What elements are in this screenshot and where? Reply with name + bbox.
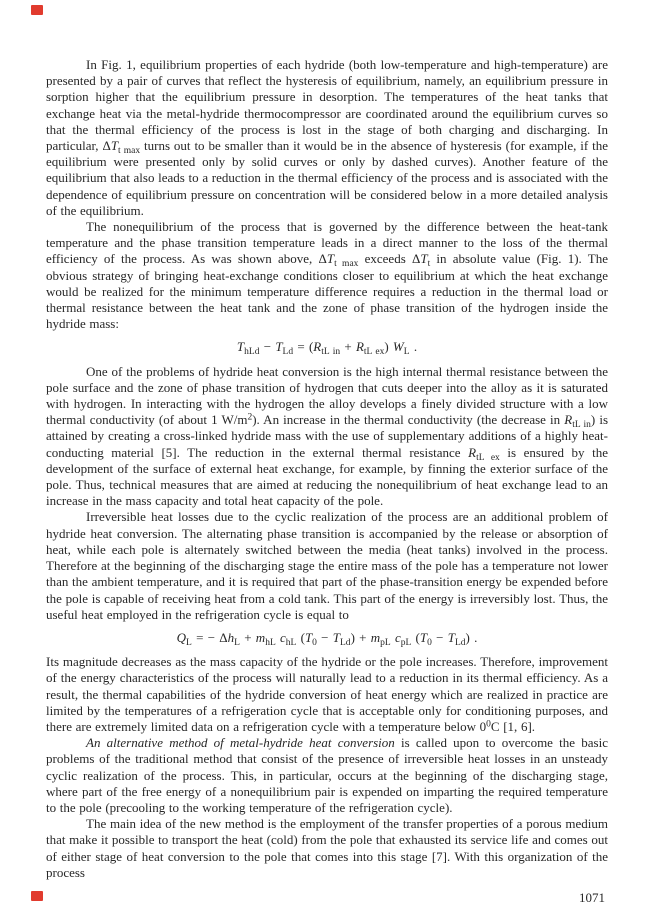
paragraph-intro-fig1: In Fig. 1, equilibrium properties of each hydride (both low-temperature and high-temperature) are presented by a pair of curves that reflect the hysteresis of equilibrium, namely, an equilibrium pressure in sorption higher that the equilibrium pressure in desorption. The temperatures of the heat tanks that exchange heat via the metal-hydride thermocompressor are coordinated around the equilibrium curves so that the thermal efficiency of the process is lost in the stage of both charging and discharging. In particular, $\Delta T_{t max}$ turns out to be smaller than it would be in the absence of hysteresis (for example, if the equilibrium were presented only by solid curves or only by dashed curves). Another feature of the equilibrium that also leads to a reduction in the thermal efficiency of the process and is associated with the dependence of equilibrium pressure on concentration will be considered below in a more detailed analysis of the equilibrium. bbox=[46, 57, 608, 218]
paragraph-alternative-method: An alternative method of metal-hydride heat conversion is called upon to overcome the basic problems of the traditional method that consist of the presence of irreversible heat losses in an unsteady cyclic realization of the process. This, in particular, occurs at the beginning of the discharging stage, where part of the free energy of a nonequilibrium pair is expended on imparting the required temperature to the pole (precooling to the working temperature of the refrigeration cycle). bbox=[46, 735, 608, 815]
paragraph-magnitude: Its magnitude decreases as the mass capacity of the hydride or the pole increases. Therefore, improvement of the energy characteristics of the process will naturally lead to a reduction in its thermal efficiency. As a result, the thermal capabilities of the hydride conversion of heat energy which are realized in practice are limited by the temperatures of a refrigeration cycle that is acceptable only for conditioning purposes, and there are extremely limited data on a refrigeration cycle with a temperature below $0^0C$ [1, 6]. bbox=[46, 654, 608, 734]
corner-marker-bottom bbox=[31, 891, 43, 901]
equation-useful-heat: $Q_L$ = − $\Delta h_L + m_{hL}$ $c_{hL}$ $(T_0 - T_{Ld}) + m_{pL}$ $c_{pL}$ $(T_0 - T_{Ld})$ . bbox=[176, 629, 478, 648]
corner-marker-top bbox=[31, 5, 43, 15]
paragraph-internal-resistance: One of the problems of hydride heat conversion is the high internal thermal resistance between the pole surface and the zone of phase transition of hydrogen that cuts deeper into the alloy as it is saturated with hydrogen. In interacting with the hydrogen the alloy develops a finely divided structure with a low thermal conductivity (of about 1 $W/m^2$). An increase in the thermal conductivity (the decrease in $R_{tL in}$) is attained by creating a cross-linked hydride mass with the use of supplementary additions of a highly heat-conducting material [5]. The reduction in the external thermal resistance $R_{tL ex}$ is ensured by the development of the surface of external heat exchange, for example, by finning the exterior surface of the pole. Thus, technical measures that are aimed at reducing the nonequilibrium of heat exchange lead to an increase in the mass capacity and total heat capacity of the pole. bbox=[46, 363, 609, 509]
document-body bbox=[46, 57, 608, 906]
page-number: 1071 bbox=[579, 889, 605, 905]
paragraph-irreversible-losses: Irreversible heat losses due to the cyclic realization of the process are an additional problem of hydride heat conversion. The alternating phase transition is accompanied by the release or absorption of heat, while each pole is alternately switched between the media (heat tanks) involved in the process. Therefore at the beginning of the discharging stage the entire mass of the pole has a temperature not lower than the ambient temperature, and it is required that part of the phase-transition energy be expended before the pole is capable of receiving heat from a cold tank. This part of the energy is irreversibly lost. Thus, the useful heat employed in the refrigeration cycle is equal to bbox=[46, 509, 608, 622]
paragraph-main-idea: The main idea of the new method is the employment of the transfer properties of a porous medium that make it possible to transport the heat (cold) from the pole that exhausted its service life and comes out of either stage of heat conversion to the pole that comes into this stage [7]. With this organization of the process bbox=[46, 816, 608, 880]
equation-thermal-resistance: $T_{hLd} - T_{Ld} = (R_{tL in} + R_{tL ex})$ $W_L$ . bbox=[236, 339, 418, 358]
paragraph-nonequilibrium: The nonequilibrium of the process that is governed by the difference between the heat-tank temperature and the phase transition temperature leads in a direct manner to the loss of the thermal efficiency of the process. As was shown above, $\Delta T_{t max}$ exceeds $\Delta T_t$ in absolute value (Fig. 1). The obvious strategy of bringing heat-exchange conditions closer to equilibrium at which the heat exchange would be realized for the minimum temperature difference requires a reduction in the thermal load or thermal resistance between the heat tank and the zone of phase transition of the hydrogen inside the hydride mass: bbox=[46, 219, 608, 332]
